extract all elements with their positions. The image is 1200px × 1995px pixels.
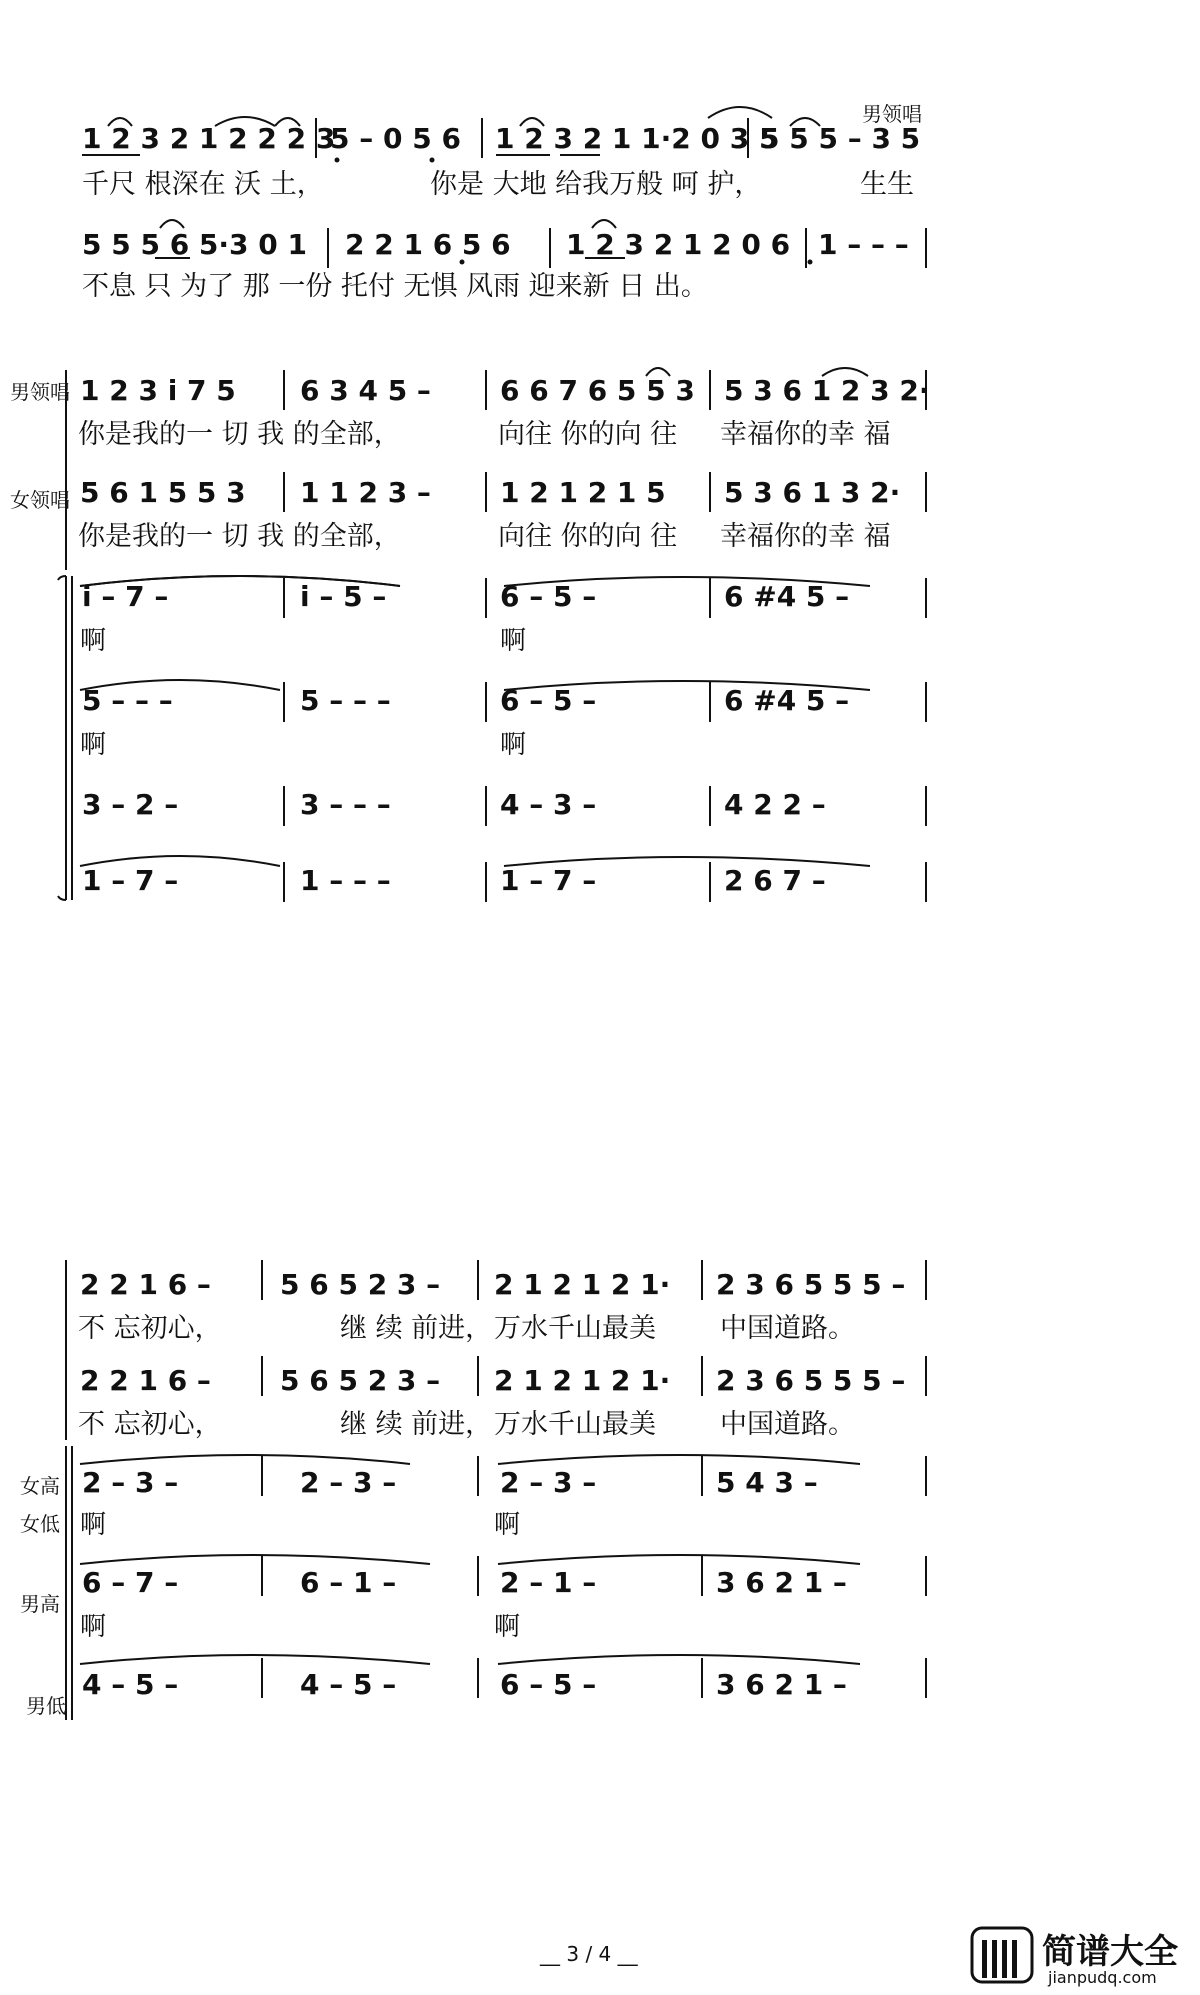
s3-lead1-measure-1: 2 2 1 6 – [80, 1268, 211, 1301]
s3-lead1-measure-4: 2 3 6 5 5 5 – [716, 1268, 906, 1301]
s3-choir3-measure-2: 4 – 5 – [300, 1668, 397, 1701]
s3-lead1-measure-2: 5 6 5 2 3 – [280, 1268, 441, 1301]
s3-choir1-measure-3: 2 – 3 – [500, 1466, 597, 1499]
s3-choir3-measure-3: 6 – 5 – [500, 1668, 597, 1701]
s1-line1-lyric-3: 生生 [860, 169, 914, 200]
s2-male-lyric-3: 幸福你的幸 福 [720, 419, 891, 450]
s2-female-measure-3: 1 2 1 2 1 5 [500, 476, 666, 509]
s3-lead1-lyric-1: 不 忘初心， [78, 1313, 222, 1344]
s1-line2-measure-4: 1 – – – [818, 228, 909, 261]
page-number: __ 3 / 4 __ [540, 1942, 638, 1966]
s3-lead1-lyric-3: 万水千山最美 [494, 1313, 656, 1344]
s2-male-measure-3: 6 6 7 6 5 5 3 [500, 374, 695, 407]
s1-line2-lyric: 不息 只 为了 那 一份 托付 无惧 风雨 迎来新 日 出。 [82, 271, 708, 302]
s2-choir1-measure-2: i – 5 – [300, 580, 387, 613]
s1-line1-measure-2: 5 – 0 5 6 [330, 122, 461, 155]
logo-name: 简谱大全 [1042, 1932, 1178, 1972]
s3-lead2-lyric-2: 继 续 前进， [340, 1409, 493, 1440]
s2-choir3-measure-4: 4 2 2 – [724, 788, 826, 821]
s2-choir4-measure-2: 1 – – – [300, 864, 391, 897]
s3-choir2-ah-1: 啊 [80, 1612, 107, 1642]
s3-choir2-ah-2: 啊 [494, 1612, 521, 1642]
s3-lead1-lyric-2: 继 续 前进， [340, 1313, 493, 1344]
s3-choir2-measure-2: 6 – 1 – [300, 1566, 397, 1599]
s3-lead2-lyric-4: 中国道路。 [720, 1409, 855, 1440]
s2-choir3-measure-1: 3 – 2 – [82, 788, 179, 821]
s3-choir1-measure-2: 2 – 3 – [300, 1466, 397, 1499]
s3-lead2-measure-2: 5 6 5 2 3 – [280, 1364, 441, 1397]
piano-keys-icon [970, 1926, 1040, 1986]
s3-choir3-measure-4: 3 6 2 1 – [716, 1668, 847, 1701]
s2-choir2-ah-2: 啊 [500, 730, 527, 760]
s2-female-measure-2: 1 1 2 3 – [300, 476, 431, 509]
s2-male-lyric-2: 向往 你的向 往 [498, 419, 678, 450]
part-label-male-lead-2: 男领唱 [10, 380, 70, 404]
s2-female-lyric-2: 向往 你的向 往 [498, 521, 678, 552]
s2-choir2-measure-3: 6 – 5 – [500, 684, 597, 717]
part-label-alto: 女低 [20, 1512, 60, 1536]
s2-choir1-ah-1: 啊 [80, 626, 107, 656]
s3-choir1-measure-4: 5 4 3 – [716, 1466, 818, 1499]
s3-choir2-measure-1: 6 – 7 – [82, 1566, 179, 1599]
s3-lead2-measure-4: 2 3 6 5 5 5 – [716, 1364, 906, 1397]
s2-choir1-measure-4: 6 #4 5 – [724, 580, 850, 613]
s2-female-measure-1: 5 6 1 5 5 3 [80, 476, 246, 509]
s3-choir1-ah-1: 啊 [80, 1510, 107, 1540]
s3-lead2-lyric-3: 万水千山最美 [494, 1409, 656, 1440]
s2-male-measure-2: 6 3 4 5 – [300, 374, 431, 407]
s1-line1-measure-1: 1 2 3 2 1 2 2 2 3 [82, 122, 336, 155]
part-label-tenor: 男高 [20, 1592, 60, 1616]
s3-choir3-measure-1: 4 – 5 – [82, 1668, 179, 1701]
s2-choir1-measure-3: 6 – 5 – [500, 580, 597, 613]
s2-choir2-measure-2: 5 – – – [300, 684, 391, 717]
s3-choir2-measure-3: 2 – 1 – [500, 1566, 597, 1599]
s1-line1-measure-4: 5 5 5 – 3 5 [760, 122, 921, 155]
s3-choir2-measure-4: 3 6 2 1 – [716, 1566, 847, 1599]
s2-choir2-measure-4: 6 #4 5 – [724, 684, 850, 717]
s2-male-measure-1: 1 2 3 i 7 5 [80, 374, 236, 407]
part-label-soprano: 女高 [20, 1474, 60, 1498]
s2-female-measure-4: 5 3 6 1 3 2· [724, 476, 901, 509]
s2-female-lyric-1: 你是我的一 切 我 的全部， [78, 521, 401, 552]
s2-choir4-measure-3: 1 – 7 – [500, 864, 597, 897]
s2-choir4-measure-1: 1 – 7 – [82, 864, 179, 897]
s3-lead2-measure-3: 2 1 2 1 2 1· [494, 1364, 671, 1397]
s3-choir1-ah-2: 啊 [494, 1510, 521, 1540]
s3-lead1-lyric-4: 中国道路。 [720, 1313, 855, 1344]
s2-choir1-measure-1: i – 7 – [82, 580, 169, 613]
part-label-bass: 男低 [26, 1694, 66, 1718]
s3-lead2-measure-1: 2 2 1 6 – [80, 1364, 211, 1397]
s2-choir4-measure-4: 2 6 7 – [724, 864, 826, 897]
s2-choir3-measure-2: 3 – – – [300, 788, 391, 821]
s1-line2-measure-2: 2 2 1 6 5 6 [345, 228, 511, 261]
s3-choir1-measure-1: 2 – 3 – [82, 1466, 179, 1499]
s2-choir1-ah-2: 啊 [500, 626, 527, 656]
s1-line1-lyric-1: 千尺 根深在 沃 土， [82, 169, 324, 200]
s2-choir2-measure-1: 5 – – – [82, 684, 173, 717]
s2-male-lyric-1: 你是我的一 切 我 的全部， [78, 419, 401, 450]
s3-lead2-lyric-1: 不 忘初心， [78, 1409, 222, 1440]
part-label-female-lead: 女领唱 [10, 488, 70, 512]
logo-url: jianpudq.com [1048, 1968, 1157, 1987]
s1-line2-measure-3: 1 2 3 2 1 2 0 6 [566, 228, 791, 261]
s1-line2-measure-1: 5 5 5 6 5·3 0 1 [82, 228, 307, 261]
s1-line1-lyric-2: 你是 大地 给我万般 呵 护， [430, 169, 762, 200]
s2-female-lyric-3: 幸福你的幸 福 [720, 521, 891, 552]
site-logo[interactable] [970, 1924, 1190, 1990]
s3-lead1-measure-3: 2 1 2 1 2 1· [494, 1268, 671, 1301]
s2-male-measure-4: 5 3 6 1 2 3 2· [724, 374, 930, 407]
s2-choir2-ah-1: 啊 [80, 730, 107, 760]
s2-choir3-measure-3: 4 – 3 – [500, 788, 597, 821]
s1-line1-measure-3: 1 2 3 2 1 1·2 0 3 5 [495, 122, 779, 155]
part-label-male-lead: 男领唱 [862, 102, 922, 126]
